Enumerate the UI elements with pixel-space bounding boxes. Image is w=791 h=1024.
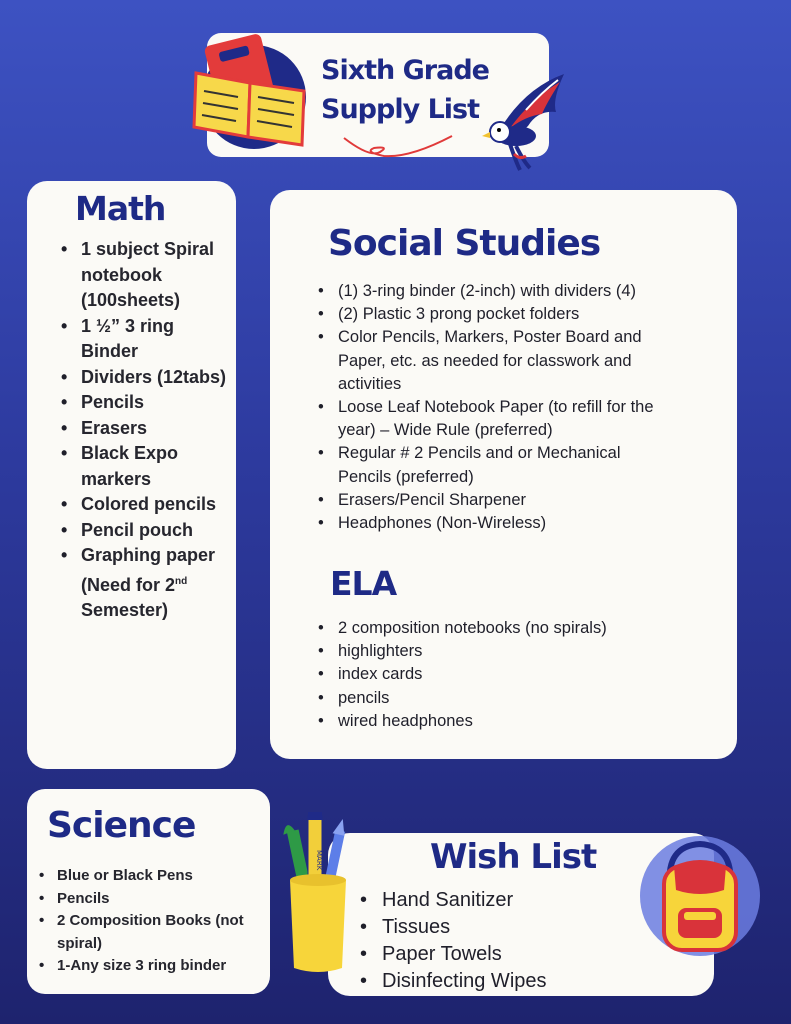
list-item: • highlighters [316, 640, 661, 663]
list-item: • Regular # 2 Pencils and or Mechanical Pencils (preferred) [316, 442, 661, 488]
graphing-paper-text: Graphing paper (Need for 2 [81, 545, 216, 595]
list-item: • Pencils [37, 888, 265, 911]
science-card [27, 789, 270, 994]
math-list [61, 237, 231, 624]
graphing-paper-text-cont: Semester) [81, 600, 169, 620]
ela-list [316, 617, 661, 733]
list-item: • Hand Sanitizer [358, 887, 658, 914]
list-item: • Disinfecting Wipes [358, 968, 658, 995]
list-item: • Blue or Black Pens [37, 865, 265, 888]
social-studies-list [316, 280, 661, 535]
list-item: • index cards [316, 663, 661, 686]
list-item: • Erasers/Pencil Sharpener [316, 489, 661, 512]
list-item: • wired headphones [316, 710, 661, 733]
math-card [27, 181, 236, 769]
social-studies-heading: Social Studies [328, 223, 601, 264]
list-item: • Pencil pouch [61, 518, 231, 544]
math-heading: Math [75, 189, 166, 228]
science-heading: Science [47, 805, 196, 846]
list-item: • Loose Leaf Notebook Paper (to refill for the year) – Wide Rule (preferred) [316, 396, 661, 442]
open-notebook-icon [190, 33, 315, 151]
backpack-icon [636, 826, 764, 964]
list-item: • 1-Any size 3 ring binder [37, 955, 265, 978]
list-item: • 1 subject Spiral notebook (100sheets) [61, 237, 231, 314]
list-item: • Color Pencils, Markers, Poster Board and Paper, etc. as needed for classwork and activities [316, 326, 661, 396]
social-studies-card [270, 190, 737, 759]
list-item: • Dividers (12tabs) [61, 365, 231, 391]
thread-decoration [340, 128, 460, 168]
list-item: • pencils [316, 687, 661, 710]
list-item: • Tissues [358, 914, 658, 941]
list-item: • Pencils [61, 390, 231, 416]
list-item: • 1 ½” 3 ring Binder [61, 314, 231, 365]
list-item: • (1) 3-ring binder (2-inch) with dividers (4) [316, 280, 661, 303]
list-item [61, 543, 231, 624]
page-title-line1: Sixth Grade [321, 55, 489, 86]
list-item: • Black Expo markers [61, 441, 231, 492]
page-title-line2: Supply List [321, 94, 480, 125]
ela-heading: ELA [330, 564, 397, 603]
ordinal-superscript: nd [175, 575, 188, 587]
science-list [37, 865, 265, 978]
list-item: • Colored pencils [61, 492, 231, 518]
wish-list-heading: Wish List [430, 837, 597, 877]
eagle-mascot-icon [480, 70, 572, 172]
list-item: • Paper Towels [358, 941, 658, 968]
marker-label: MARK [315, 850, 323, 871]
list-item: • (2) Plastic 3 prong pocket folders [316, 303, 661, 326]
list-item: • Erasers [61, 416, 231, 442]
pencil-cup-icon [280, 810, 358, 976]
list-item: • Headphones (Non-Wireless) [316, 512, 661, 535]
wish-list [358, 887, 658, 995]
list-item: • 2 Composition Books (not spiral) [37, 910, 265, 955]
list-item: • 2 composition notebooks (no spirals) [316, 617, 661, 640]
